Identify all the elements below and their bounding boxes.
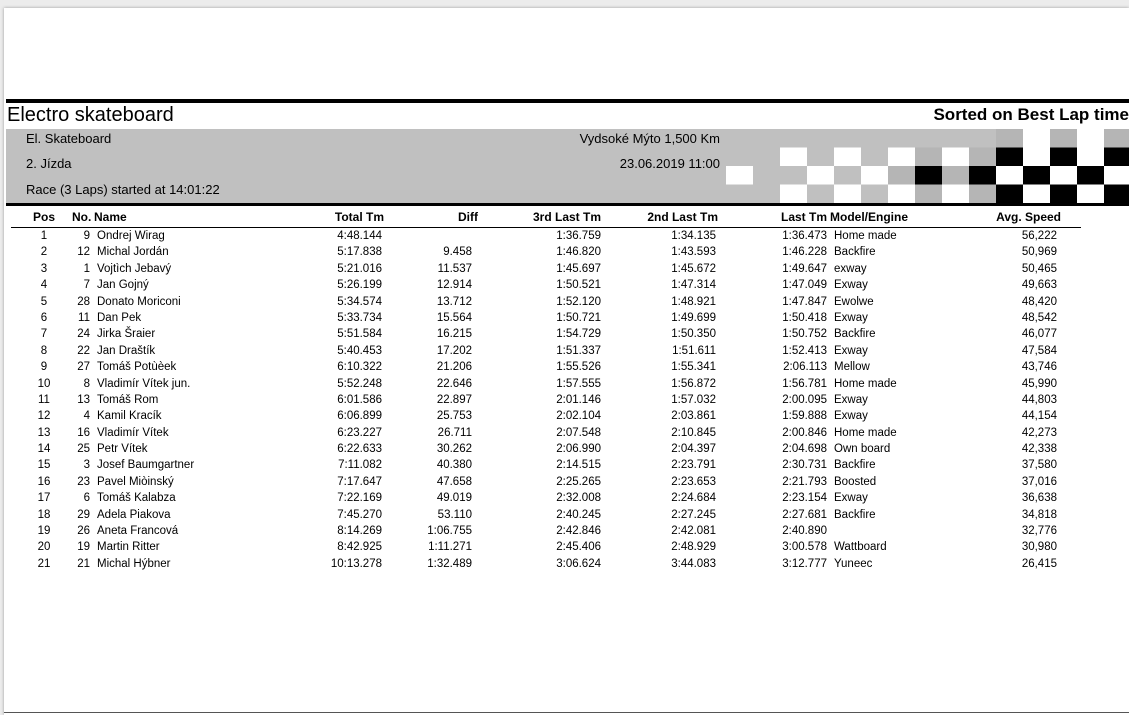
cell-name: Tomáš Rom <box>97 393 159 406</box>
location-label: Vydsoké Mýto 1,500 Km <box>579 131 720 146</box>
cell-total: 5:21.016 <box>337 262 382 275</box>
cell-pos: 13 <box>37 426 51 439</box>
cell-last: 2:30.731 <box>782 459 827 472</box>
cell-no: 26 <box>77 525 90 538</box>
cell-name: Martin Ritter <box>97 541 160 554</box>
col-name: Name <box>94 210 127 224</box>
cell-lap2: 2:42.081 <box>671 525 716 538</box>
cell-name: Kamil Kracík <box>97 410 162 423</box>
cell-speed: 56,222 <box>1021 230 1057 242</box>
cell-speed: 30,980 <box>1021 541 1057 554</box>
table-row <box>4 394 1129 410</box>
cell-speed: 32,776 <box>1021 525 1057 538</box>
cell-model: Exway <box>834 344 868 357</box>
table-row <box>4 345 1129 361</box>
cell-model: Yuneec <box>834 557 873 570</box>
cell-no: 11 <box>78 311 90 324</box>
table-row <box>4 378 1129 394</box>
cell-diff: 22.897 <box>436 393 472 406</box>
race-start-label: Race (3 Laps) started at 14:01:22 <box>26 182 220 197</box>
cell-pos: 8 <box>40 344 48 357</box>
cell-name: Adela Piakova <box>97 508 171 521</box>
cell-speed: 46,077 <box>1021 328 1057 341</box>
col-last: Last Tm <box>780 210 827 224</box>
cell-total: 4:48.144 <box>337 230 382 242</box>
cell-no: 27 <box>77 361 90 374</box>
cell-total: 8:42.925 <box>337 541 382 554</box>
cell-last: 2:27.681 <box>782 508 827 521</box>
cell-speed: 34,818 <box>1021 508 1057 521</box>
cell-model: Exway <box>834 279 868 292</box>
cell-name: Michal Jordán <box>97 246 169 259</box>
cell-speed: 50,969 <box>1021 246 1057 259</box>
cell-lap2: 1:47.314 <box>671 279 716 292</box>
cell-no: 29 <box>77 508 90 521</box>
cell-no: 21 <box>77 557 90 570</box>
cell-pos: 2 <box>40 246 48 259</box>
cell-speed: 44,154 <box>1021 410 1057 423</box>
cell-diff: 1:06.755 <box>427 525 472 538</box>
table-row <box>4 312 1129 328</box>
cell-diff: 40.380 <box>436 459 472 472</box>
cell-pos: 21 <box>37 557 51 570</box>
cell-lap3: 1:36.759 <box>556 230 601 242</box>
table-row <box>4 492 1129 508</box>
cell-name: Michal Hýbner <box>97 557 171 570</box>
cell-model: Exway <box>834 311 868 324</box>
cell-last: 1:52.413 <box>782 344 827 357</box>
table-row <box>4 476 1129 492</box>
cell-lap2: 1:55.341 <box>671 361 716 374</box>
cell-lap2: 1:50.350 <box>671 328 716 341</box>
cell-lap2: 2:23.653 <box>671 475 716 488</box>
cell-no: 3 <box>83 459 90 472</box>
cell-speed: 42,338 <box>1021 443 1057 456</box>
cell-lap3: 2:45.406 <box>556 541 601 554</box>
category-label: El. Skateboard <box>26 131 112 146</box>
cell-no: 24 <box>77 328 90 341</box>
cell-diff: 49.019 <box>436 492 472 505</box>
cell-speed: 49,663 <box>1021 279 1057 292</box>
cell-lap3: 2:02.104 <box>556 410 601 423</box>
cell-pos: 17 <box>37 492 51 505</box>
cell-pos: 7 <box>40 328 48 341</box>
cell-total: 6:01.586 <box>337 393 382 406</box>
cell-no: 7 <box>83 279 90 292</box>
cell-total: 10:13.278 <box>330 557 382 570</box>
cell-last: 3:12.777 <box>782 557 827 570</box>
cell-lap3: 2:42.846 <box>556 525 601 538</box>
cell-lap2: 2:27.245 <box>671 508 716 521</box>
cell-name: Vojtìch Jebavý <box>97 262 172 275</box>
cell-no: 6 <box>83 492 90 505</box>
col-pos: Pos <box>32 210 55 224</box>
cell-model: Exway <box>834 492 868 505</box>
cell-name: Jirka Šraier <box>97 328 156 341</box>
cell-model: Boosted <box>834 475 877 488</box>
cell-last: 1:50.752 <box>782 328 827 341</box>
cell-pos: 10 <box>37 377 51 390</box>
cell-diff: 16.215 <box>436 328 472 341</box>
cell-name: Vladimír Vítek <box>97 426 169 439</box>
cell-model: Ewolwe <box>834 295 874 308</box>
cell-lap3: 1:50.721 <box>556 311 601 324</box>
cell-name: Josef Baumgartner <box>97 459 195 472</box>
cell-lap3: 2:40.245 <box>556 508 601 521</box>
cell-lap3: 1:54.729 <box>556 328 601 341</box>
cell-pos: 15 <box>37 459 51 472</box>
cell-diff: 53.110 <box>437 508 472 521</box>
cell-diff: 15.564 <box>436 311 472 324</box>
cell-diff: 26.711 <box>437 426 472 439</box>
cell-diff: 30.262 <box>436 443 472 456</box>
cell-model: Exway <box>834 393 868 406</box>
cell-name: Jan Gojný <box>97 279 149 292</box>
cell-model: Home made <box>834 230 897 242</box>
cell-model: Home made <box>834 426 897 439</box>
cell-model: Backfire <box>834 459 876 472</box>
cell-model: Own board <box>834 443 891 456</box>
cell-model: Wattboard <box>834 541 887 554</box>
cell-total: 5:17.838 <box>337 246 382 259</box>
cell-diff: 11.537 <box>437 262 472 275</box>
results-table <box>4 230 1129 574</box>
cell-diff: 1:32.489 <box>427 557 472 570</box>
cell-total: 6:06.899 <box>337 410 382 423</box>
cell-model: Mellow <box>834 361 870 374</box>
col-model: Model/Engine <box>830 210 908 224</box>
cell-name: Pavel Miòinský <box>97 475 174 488</box>
page-bottom-rule <box>4 712 1129 713</box>
cell-last: 1:47.847 <box>782 295 827 308</box>
cell-speed: 42,273 <box>1021 426 1057 439</box>
cell-diff: 13.712 <box>436 295 472 308</box>
cell-last: 2:00.846 <box>782 426 827 439</box>
cell-total: 5:52.248 <box>337 377 382 390</box>
table-header <box>4 210 1129 228</box>
cell-total: 7:17.647 <box>337 475 382 488</box>
cell-diff: 21.206 <box>436 361 472 374</box>
cell-no: 28 <box>77 295 90 308</box>
cell-diff: 1:11.271 <box>428 541 472 554</box>
cell-last: 1:46.228 <box>782 246 827 259</box>
cell-last: 1:50.418 <box>782 311 827 324</box>
cell-name: Jan Draštík <box>97 344 156 357</box>
cell-no: 22 <box>77 344 90 357</box>
table-row <box>4 328 1129 344</box>
cell-lap3: 1:45.697 <box>556 262 601 275</box>
cell-lap3: 3:06.624 <box>556 557 601 570</box>
cell-speed: 37,016 <box>1021 475 1057 488</box>
cell-name: Dan Pek <box>97 311 142 324</box>
table-row <box>4 459 1129 475</box>
cell-lap3: 1:57.555 <box>556 377 601 390</box>
cell-model: Home made <box>834 377 897 390</box>
col-lap2: 2nd Last Tm <box>647 210 718 224</box>
cell-lap2: 1:45.672 <box>671 262 716 275</box>
cell-lap2: 3:44.083 <box>671 557 716 570</box>
cell-diff: 47.658 <box>436 475 472 488</box>
table-row <box>4 296 1129 312</box>
cell-lap3: 2:07.548 <box>556 426 601 439</box>
cell-lap2: 1:57.032 <box>671 393 716 406</box>
cell-speed: 45,990 <box>1021 377 1057 390</box>
cell-no: 13 <box>77 393 90 406</box>
cell-lap2: 1:51.611 <box>672 344 716 357</box>
cell-no: 1 <box>83 262 90 275</box>
cell-name: Donato Moriconi <box>97 295 181 308</box>
cell-last: 2:23.154 <box>782 492 827 505</box>
cell-no: 4 <box>83 410 90 423</box>
cell-model: Backfire <box>834 246 876 259</box>
cell-no: 25 <box>77 443 90 456</box>
cell-last: 1:59.888 <box>782 410 827 423</box>
sort-label: Sorted on Best Lap time <box>933 105 1129 124</box>
cell-pos: 14 <box>37 443 51 456</box>
cell-last: 2:40.890 <box>782 525 827 538</box>
cell-total: 8:14.269 <box>337 525 382 538</box>
cell-total: 6:22.633 <box>337 443 382 456</box>
cell-diff: 9.458 <box>443 246 472 259</box>
table-row <box>4 525 1129 541</box>
checkered-flag-graphic <box>726 129 1129 203</box>
cell-lap3: 1:50.521 <box>556 279 601 292</box>
table-row <box>4 263 1129 279</box>
report-page <box>4 8 1129 715</box>
cell-lap2: 1:34.135 <box>671 230 716 242</box>
cell-no: 8 <box>83 377 90 390</box>
cell-lap2: 1:49.699 <box>671 311 716 324</box>
cell-pos: 19 <box>37 525 51 538</box>
cell-last: 2:04.698 <box>782 443 827 456</box>
cell-lap3: 2:14.515 <box>556 459 601 472</box>
cell-name: Vladimír Vítek jun. <box>97 377 191 390</box>
cell-lap2: 1:48.921 <box>671 295 716 308</box>
cell-diff: 12.914 <box>436 279 472 292</box>
datetime-label: 23.06.2019 11:00 <box>619 156 720 171</box>
cell-pos: 4 <box>40 279 48 292</box>
cell-no: 9 <box>83 230 90 242</box>
cell-lap3: 1:46.820 <box>556 246 601 259</box>
cell-speed: 47,584 <box>1021 344 1057 357</box>
table-row <box>4 361 1129 377</box>
cell-pos: 3 <box>40 262 48 275</box>
cell-model: Exway <box>834 410 868 423</box>
cell-last: 1:56.781 <box>782 377 827 390</box>
col-speed: Avg. Speed <box>996 210 1061 224</box>
cell-pos: 20 <box>37 541 51 554</box>
cell-total: 5:33.734 <box>337 311 382 324</box>
cell-total: 7:11.082 <box>338 459 382 472</box>
table-row <box>4 230 1129 246</box>
table-row <box>4 427 1129 443</box>
cell-speed: 26,415 <box>1021 557 1057 570</box>
cell-last: 1:47.049 <box>782 279 827 292</box>
table-row <box>4 410 1129 426</box>
cell-total: 5:34.574 <box>337 295 382 308</box>
cell-name: Petr Vítek <box>97 443 148 456</box>
cell-lap3: 1:51.337 <box>556 344 601 357</box>
cell-lap2: 1:56.872 <box>671 377 716 390</box>
cell-speed: 37,580 <box>1021 459 1057 472</box>
table-row <box>4 279 1129 295</box>
header-rule <box>11 227 1081 228</box>
cell-lap3: 2:32.008 <box>556 492 601 505</box>
cell-lap2: 2:04.397 <box>671 443 716 456</box>
cell-diff: 25.753 <box>436 410 472 423</box>
cell-total: 6:23.227 <box>337 426 382 439</box>
cell-pos: 6 <box>40 311 48 324</box>
cell-lap3: 2:06.990 <box>556 443 601 456</box>
cell-speed: 36,638 <box>1021 492 1057 505</box>
table-row <box>4 443 1129 459</box>
cell-last: 2:21.793 <box>782 475 827 488</box>
cell-name: Aneta Francová <box>97 525 179 538</box>
cell-last: 1:49.647 <box>782 262 827 275</box>
cell-pos: 5 <box>40 295 48 308</box>
cell-speed: 48,542 <box>1021 311 1057 324</box>
cell-lap3: 2:25.265 <box>556 475 601 488</box>
cell-pos: 11 <box>38 393 50 406</box>
cell-model: Backfire <box>834 508 876 521</box>
cell-model: exway <box>834 262 867 275</box>
cell-lap2: 2:24.684 <box>671 492 716 505</box>
cell-lap2: 2:23.791 <box>671 459 716 472</box>
col-total: Total Tm <box>334 210 384 224</box>
cell-total: 7:45.270 <box>337 508 382 521</box>
cell-lap2: 1:43.593 <box>671 246 716 259</box>
cell-total: 5:51.584 <box>337 328 382 341</box>
table-row <box>4 509 1129 525</box>
cell-no: 12 <box>77 246 90 259</box>
cell-lap3: 1:55.526 <box>556 361 601 374</box>
cell-speed: 43,746 <box>1021 361 1057 374</box>
report-title: Electro skateboard <box>7 104 174 126</box>
cell-pos: 16 <box>37 475 51 488</box>
cell-lap2: 2:10.845 <box>671 426 716 439</box>
cell-total: 5:26.199 <box>337 279 382 292</box>
cell-pos: 1 <box>40 230 48 242</box>
cell-last: 1:36.473 <box>782 230 827 242</box>
table-row <box>4 541 1129 557</box>
cell-last: 2:06.113 <box>783 361 827 374</box>
cell-lap3: 2:01.146 <box>556 393 601 406</box>
table-row <box>4 558 1129 574</box>
cell-no: 23 <box>77 475 90 488</box>
cell-speed: 48,420 <box>1021 295 1057 308</box>
cell-speed: 50,465 <box>1021 262 1057 275</box>
cell-total: 7:22.169 <box>337 492 382 505</box>
col-lap3: 3rd Last Tm <box>532 210 601 224</box>
cell-lap2: 2:48.929 <box>671 541 716 554</box>
cell-no: 16 <box>77 426 90 439</box>
col-diff: Diff <box>458 210 478 224</box>
cell-lap2: 2:03.861 <box>671 410 716 423</box>
heat-label: 2. Jízda <box>26 156 72 171</box>
table-row <box>4 246 1129 262</box>
race-info-banner <box>6 129 1129 206</box>
cell-last: 3:00.578 <box>782 541 827 554</box>
cell-pos: 12 <box>37 410 51 423</box>
cell-name: Ondrej Wirag <box>97 230 165 242</box>
cell-total: 5:40.453 <box>337 344 382 357</box>
cell-no: 19 <box>77 541 90 554</box>
cell-diff: 17.202 <box>436 344 472 357</box>
cell-pos: 18 <box>37 508 51 521</box>
cell-pos: 9 <box>40 361 48 374</box>
cell-name: Tomáš Potùèek <box>97 361 177 374</box>
cell-last: 2:00.095 <box>782 393 827 406</box>
cell-diff: 22.646 <box>436 377 472 390</box>
col-no: No. <box>72 210 92 224</box>
cell-lap3: 1:52.120 <box>556 295 601 308</box>
cell-speed: 44,803 <box>1021 393 1057 406</box>
cell-name: Tomáš Kalabza <box>97 492 176 505</box>
cell-model: Backfire <box>834 328 876 341</box>
cell-total: 6:10.322 <box>337 361 382 374</box>
